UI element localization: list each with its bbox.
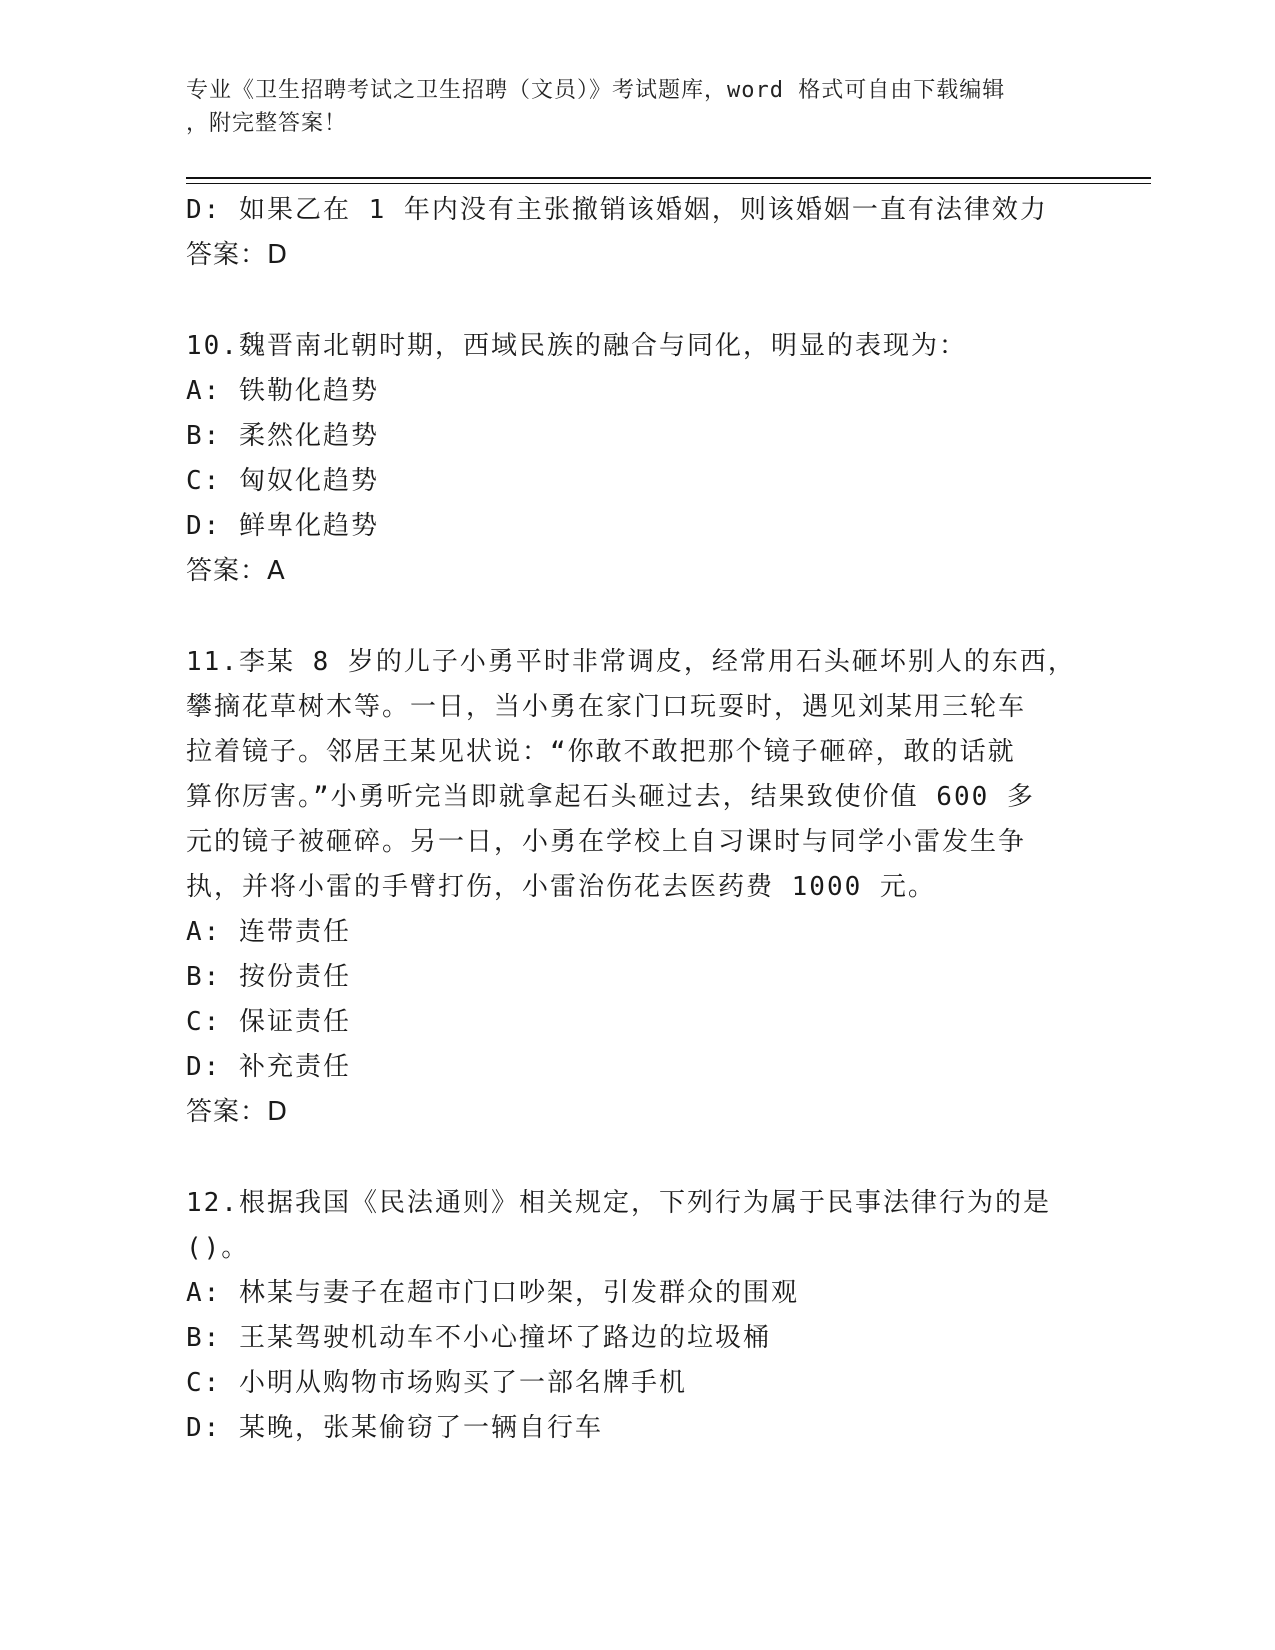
document-header — [186, 74, 1066, 140]
question-12 — [186, 1181, 1086, 1451]
stem-line: 12.根据我国《民法通则》相关规定，下列行为属于民事法律行为的是 — [186, 1188, 1051, 1218]
option-b: B: 柔然化趋势 — [186, 421, 379, 451]
question-11 — [186, 640, 1086, 1135]
stem-line: 算你厉害。”小勇听完当即就拿起石头砸过去，结果致使价值 600 多 — [186, 782, 1035, 812]
header-line-2: ，附完整答案！ — [186, 111, 348, 136]
stem-line: 元的镜子被砸碎。另一日，小勇在学校上自习课时与同学小雷发生争 — [186, 827, 1027, 857]
option-d: D: 某晚，张某偷窃了一辆自行车 — [186, 1413, 603, 1443]
question-10 — [186, 324, 1086, 594]
option-d: D: 如果乙在 1 年内没有主张撤销该婚姻，则该婚姻一直有法律效力 — [186, 195, 1048, 225]
stem-line: 10.魏晋南北朝时期，西域民族的融合与同化，明显的表现为： — [186, 331, 967, 361]
header-rule-thin — [186, 183, 1151, 184]
question-content — [186, 188, 1086, 1451]
question-stem — [186, 640, 1086, 910]
previous-question-tail — [186, 188, 1086, 278]
header-rule-thick — [186, 177, 1151, 179]
answer-line: 答案：A — [186, 556, 286, 586]
header-line-1: 专业《卫生招聘考试之卫生招聘（文员）》考试题库，word 格式可自由下载编辑 — [186, 78, 1006, 103]
option-a: A: 林某与妻子在超市门口吵架，引发群众的围观 — [186, 1278, 799, 1308]
stem-line: 攀摘花草树木等。一日，当小勇在家门口玩耍时，遇见刘某用三轮车 — [186, 692, 1027, 722]
stem-line: 11.李某 8 岁的儿子小勇平时非常调皮，经常用石头砸坏别人的东西， — [186, 647, 1076, 677]
option-a: A: 铁勒化趋势 — [186, 376, 379, 406]
option-d: D: 补充责任 — [186, 1052, 351, 1082]
stem-line: 拉着镜子。邻居王某见状说：“你敢不敢把那个镜子砸碎，敢的话就 — [186, 737, 1016, 767]
option-c: C: 小明从购物市场购买了一部名牌手机 — [186, 1368, 687, 1398]
question-stem — [186, 1181, 1086, 1271]
question-stem — [186, 324, 1086, 369]
option-d: D: 鲜卑化趋势 — [186, 511, 379, 541]
answer-line: 答案：D — [186, 240, 289, 270]
option-b: B: 按份责任 — [186, 962, 351, 992]
option-b: B: 王某驾驶机动车不小心撞坏了路边的垃圾桶 — [186, 1323, 771, 1353]
option-a: A: 连带责任 — [186, 917, 351, 947]
answer-line: 答案：D — [186, 1097, 289, 1127]
stem-line: ()。 — [186, 1233, 250, 1263]
option-c: C: 保证责任 — [186, 1007, 351, 1037]
stem-line: 执，并将小雷的手臂打伤，小雷治伤花去医药费 1000 元。 — [186, 872, 936, 902]
option-c: C: 匈奴化趋势 — [186, 466, 379, 496]
